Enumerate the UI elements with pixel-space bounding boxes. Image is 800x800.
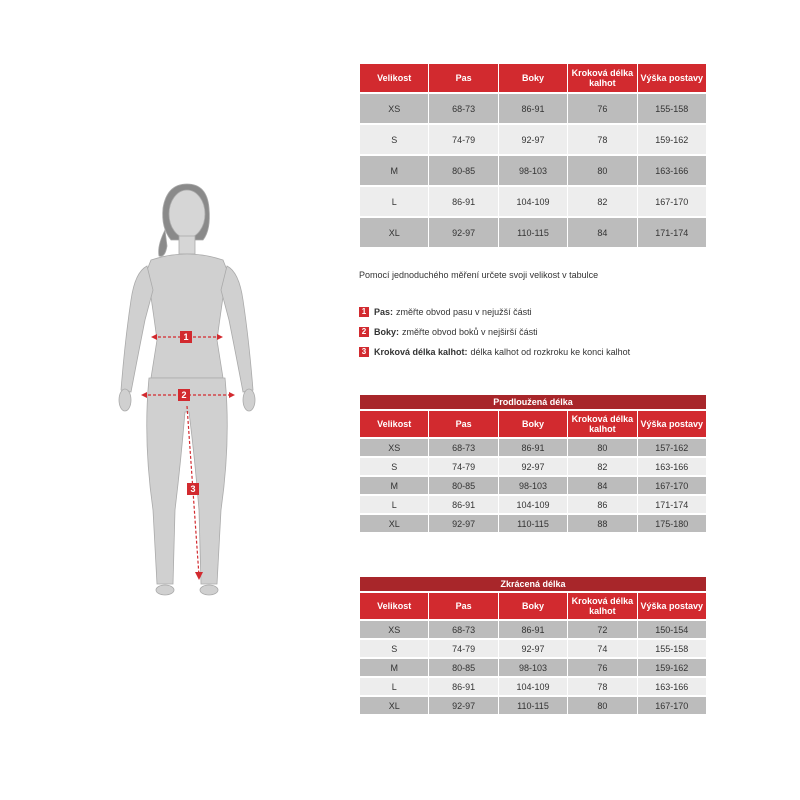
table-cell: 92-97 xyxy=(499,458,567,475)
table-cell: 74-79 xyxy=(429,640,497,657)
size-table-long xyxy=(359,393,707,534)
table-cell: 92-97 xyxy=(499,640,567,657)
table-cell: XS xyxy=(360,94,428,123)
table-cell: 78 xyxy=(568,125,636,154)
table-row xyxy=(360,697,706,714)
table-row xyxy=(360,187,706,216)
table-cell: 167-170 xyxy=(638,477,706,494)
table-cell: 80-85 xyxy=(429,659,497,676)
table-cell: 163-166 xyxy=(638,156,706,185)
table-cell: 68-73 xyxy=(429,621,497,638)
table-row xyxy=(360,218,706,247)
size-table-short xyxy=(359,575,707,716)
table-cell: XL xyxy=(360,515,428,532)
table-row xyxy=(360,477,706,494)
table-row xyxy=(360,458,706,475)
table-cell: XS xyxy=(360,621,428,638)
table-cell: 86-91 xyxy=(499,439,567,456)
legend-item-hips xyxy=(359,327,538,337)
table-cell: 155-158 xyxy=(638,640,706,657)
table-cell: 80 xyxy=(568,697,636,714)
legend-text: délka kalhot od rozkroku ke konci kalhot xyxy=(470,347,631,357)
marker-1 xyxy=(180,331,192,343)
table-cell: 92-97 xyxy=(429,697,497,714)
legend-number: 3 xyxy=(359,347,369,357)
table-cell: 167-170 xyxy=(638,187,706,216)
col-header-size: Velikost xyxy=(360,593,428,619)
table-cell: XS xyxy=(360,439,428,456)
svg-text:3: 3 xyxy=(190,484,196,494)
body-silhouette xyxy=(95,180,295,600)
table-cell: 74-79 xyxy=(429,458,497,475)
table-row xyxy=(360,439,706,456)
legend-number: 1 xyxy=(359,307,369,317)
table-cell: 98-103 xyxy=(499,156,567,185)
table-cell: XL xyxy=(360,218,428,247)
table-cell: 76 xyxy=(568,94,636,123)
table-cell: 163-166 xyxy=(638,678,706,695)
table-header-row xyxy=(360,64,706,92)
col-header-height: Výška postavy xyxy=(638,593,706,619)
table-cell: 86-91 xyxy=(429,496,497,513)
table-cell: 86-91 xyxy=(429,678,497,695)
legend-text: změřte obvod pasu v nejužší části xyxy=(396,307,532,317)
marker-3 xyxy=(187,483,199,495)
legend-title: Boky: xyxy=(374,327,400,337)
table-cell: 104-109 xyxy=(499,678,567,695)
table-cell: 163-166 xyxy=(638,458,706,475)
legend-item-waist xyxy=(359,307,532,317)
table-cell: 86-91 xyxy=(429,187,497,216)
svg-text:2: 2 xyxy=(181,390,187,400)
table-cell: 159-162 xyxy=(638,659,706,676)
table-cell: S xyxy=(360,458,428,475)
table-cell: 171-174 xyxy=(638,218,706,247)
table-cell: 175-180 xyxy=(638,515,706,532)
body-figure xyxy=(95,180,295,600)
table-cell: 84 xyxy=(568,218,636,247)
table-cell: 110-115 xyxy=(499,218,567,247)
table-cell: 68-73 xyxy=(429,439,497,456)
intro-text: Pomocí jednoduchého měření určete svoji velikost v tabulce xyxy=(359,270,599,280)
table-cell: 104-109 xyxy=(499,187,567,216)
table-header-row xyxy=(360,411,706,437)
table-cell: S xyxy=(360,125,428,154)
table-cell: 84 xyxy=(568,477,636,494)
col-header-inseam: Kroková délka kalhot xyxy=(568,64,636,92)
col-header-hips: Boky xyxy=(499,64,567,92)
table-row xyxy=(360,125,706,154)
col-header-hips: Boky xyxy=(499,593,567,619)
table-cell: 82 xyxy=(568,458,636,475)
table-row xyxy=(360,640,706,657)
col-header-inseam: Kroková délka kalhot xyxy=(568,593,636,619)
table-cell: L xyxy=(360,496,428,513)
table-row xyxy=(360,678,706,695)
col-header-inseam: Kroková délka kalhot xyxy=(568,411,636,437)
table-cell: 74-79 xyxy=(429,125,497,154)
table-cell: XL xyxy=(360,697,428,714)
table-cell: 74 xyxy=(568,640,636,657)
table-header-row xyxy=(360,593,706,619)
table-cell: 78 xyxy=(568,678,636,695)
table-cell: 98-103 xyxy=(499,659,567,676)
table-cell: 82 xyxy=(568,187,636,216)
table-cell: L xyxy=(360,678,428,695)
table-cell: 80 xyxy=(568,156,636,185)
table-cell: 86-91 xyxy=(499,94,567,123)
table-cell: 86 xyxy=(568,496,636,513)
table-cell: 76 xyxy=(568,659,636,676)
table-cell: 104-109 xyxy=(499,496,567,513)
table-cell: 159-162 xyxy=(638,125,706,154)
marker-2 xyxy=(178,389,190,401)
col-header-size: Velikost xyxy=(360,411,428,437)
table-cell: 167-170 xyxy=(638,697,706,714)
table-cell: 80-85 xyxy=(429,156,497,185)
table-cell: 150-154 xyxy=(638,621,706,638)
col-header-hips: Boky xyxy=(499,411,567,437)
table-row xyxy=(360,515,706,532)
table-row xyxy=(360,659,706,676)
table-cell: 110-115 xyxy=(499,515,567,532)
table-row xyxy=(360,156,706,185)
col-header-size: Velikost xyxy=(360,64,428,92)
table-cell: 110-115 xyxy=(499,697,567,714)
col-header-height: Výška postavy xyxy=(638,64,706,92)
table-cell: 80 xyxy=(568,439,636,456)
table-cell: 155-158 xyxy=(638,94,706,123)
table-cell: 98-103 xyxy=(499,477,567,494)
table-long-title: Prodloužená délka xyxy=(360,395,706,409)
legend-number: 2 xyxy=(359,327,369,337)
table-cell: M xyxy=(360,477,428,494)
table-cell: 72 xyxy=(568,621,636,638)
table-cell: M xyxy=(360,156,428,185)
size-table-main xyxy=(359,62,707,249)
table-cell: 157-162 xyxy=(638,439,706,456)
table-cell: 86-91 xyxy=(499,621,567,638)
col-header-height: Výška postavy xyxy=(638,411,706,437)
legend-item-inseam xyxy=(359,347,630,357)
table-cell: 171-174 xyxy=(638,496,706,513)
table-cell: 92-97 xyxy=(429,218,497,247)
table-cell: S xyxy=(360,640,428,657)
table-cell: M xyxy=(360,659,428,676)
table-cell: 92-97 xyxy=(499,125,567,154)
table-cell: 88 xyxy=(568,515,636,532)
legend-title: Pas: xyxy=(374,307,394,317)
table-row xyxy=(360,621,706,638)
table-cell: L xyxy=(360,187,428,216)
col-header-waist: Pas xyxy=(429,593,497,619)
table-cell: 68-73 xyxy=(429,94,497,123)
legend-title: Kroková délka kalhot: xyxy=(374,347,468,357)
table-cell: 92-97 xyxy=(429,515,497,532)
legend-text: změřte obvod boků v nejširší části xyxy=(402,327,538,337)
table-row xyxy=(360,94,706,123)
table-cell: 80-85 xyxy=(429,477,497,494)
table-short-title: Zkrácená délka xyxy=(360,577,706,591)
col-header-waist: Pas xyxy=(429,64,497,92)
table-row xyxy=(360,496,706,513)
col-header-waist: Pas xyxy=(429,411,497,437)
svg-text:1: 1 xyxy=(183,332,189,342)
